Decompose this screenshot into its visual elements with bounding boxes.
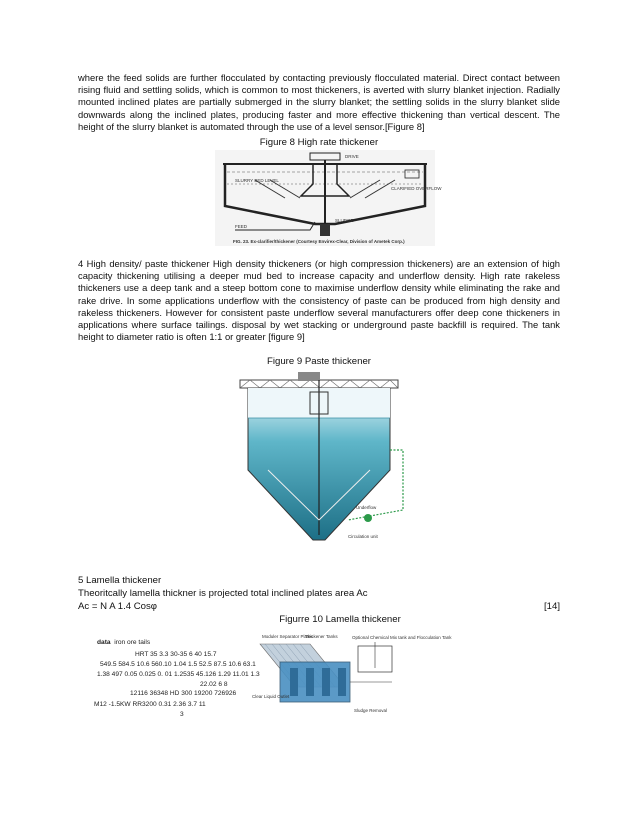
fig10-label-sludge: Sludge Removal <box>354 708 388 713</box>
data-line-6: 12116 36348 HD 300 19200 726926 <box>130 690 237 697</box>
data-line-2: HRT 35 3.3 30-35 6 40 15.7 <box>135 651 217 658</box>
fig8-label-feed: FEED <box>235 224 248 229</box>
figure-8-caption: Figure 8 High rate thickener <box>259 137 379 148</box>
data-line-8: 3 <box>180 711 184 718</box>
data-line-3: 549.5 584.5 10.6 560.10 1.04 1.5 52.5 87.5 10.6 63.1 <box>100 661 256 668</box>
data-line-5: 22.02 6 8 <box>200 681 228 688</box>
fig8-label-overflow: CLARIFIED OVERFLOW <box>391 186 442 191</box>
fig8-label-sludge: SLUDGE <box>335 218 354 223</box>
fig10-label-plates: Moduler Separator Plates <box>262 634 314 639</box>
data-line-1: data iron ore tails <box>97 639 151 646</box>
fig8-label-slurry: SLURRY BED LEVEL <box>235 178 279 183</box>
fig10-label-tanks: Thickener Tanks <box>305 634 338 639</box>
data-line-4: 1.38 497 0.05 0.025 0. 01 1.2535 45.126 1.29 11.01 1.3 <box>97 671 260 678</box>
reference-14: [14] <box>543 601 560 612</box>
fig8-footer: FIG. 23. Ex-clarifier/thickener (Courtesy Envirex-Clear, Division of Ametek Corp.) <box>233 239 405 244</box>
fig8-label-drive: DRIVE <box>345 154 359 159</box>
figure-9-caption: Figure 9 Paste thickener <box>267 356 371 367</box>
fig10-label-clear-outlet: Clear Liquid Outlet <box>252 694 290 699</box>
section-5-heading: 5 Lamella thickener <box>78 575 162 586</box>
lamella-formula: Ac = N A 1.4 Cosφ <box>78 601 158 612</box>
intro-paragraph: where the feed solids are further flocculated by contacting previously flocculated material. Direct contact between rising fluid and settling solids, which is common to most thickeners, is averted with slurry blanket injection. Radially mounted inclined plates are partially submerged in the slurry blanket; the settling solids in the slurry blanket slide downwards along the inclined plates, producing faster and more effective thickening than vertical descent. The height of the slurry blanket is automated through the use of a level sensor.[Figure 8] <box>78 72 560 132</box>
fig10-label-mix-tank: Optional Chemical Mix tank and Flocculation Tank <box>352 635 452 640</box>
figure-10-lamella-thickener <box>250 632 452 722</box>
figure-10-caption: Figurre 10 Lamella thickener <box>279 614 401 625</box>
fig9-label-underflow: Underflow <box>356 505 377 510</box>
figure-9-paste-thickener <box>238 370 408 550</box>
data-line-7: M12 -1.5KW RR3200 0.31 2.36 3.7 11 <box>94 701 206 708</box>
section-4-paragraph: 4 High density/ paste thickener High density thickeners (or high compression thickeners) are an extension of high capacity thickening utilising a deeper mud bed to increase capacity and underflow density. High rate rakeless thickeners use a deep tank and a steep bottom cone to maximise underflow density while eliminating the rake and rake drive. In some applications underflow with the consistency of paste can be produced from high density and rakeless thickeners. However for consistent paste underflow several manufacturers offer deep cone thickeners in applications where surface tailings. disposal by wet stacking or underground paste backfill is required. The tank height to diameter ratio is often 1:1 or greater [figure 9] <box>78 258 560 343</box>
figure-8-high-rate-thickener <box>215 150 442 246</box>
fig9-label-circulation: Circulation unit <box>348 534 378 539</box>
section-5-line-1: Theoritcally lamella thickner is projected total inclined plates area Ac <box>78 588 368 599</box>
